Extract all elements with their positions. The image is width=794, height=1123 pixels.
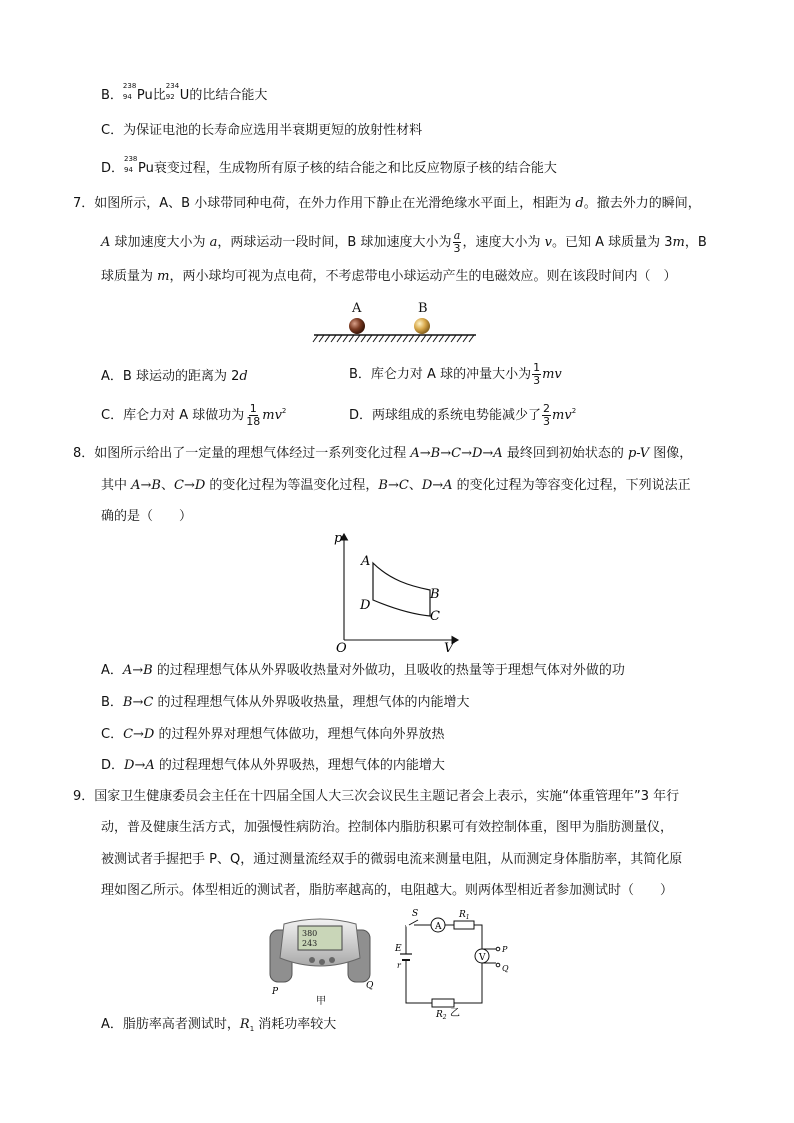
- hatch-mark: [457, 335, 462, 342]
- hatch-mark: [391, 335, 396, 342]
- q7-option-c: C．库仑力对 A 球做功为 $\frac{1}{18}$ $mv^2$: [101, 402, 287, 428]
- point-a-label: A: [361, 554, 371, 569]
- hatch-mark: [355, 335, 360, 342]
- q7-balls-figure: [310, 298, 480, 346]
- hatch-mark: [463, 335, 468, 342]
- pv-cycle-path: [373, 563, 430, 616]
- circuit-wires: [406, 925, 482, 1003]
- voltmeter-label: V: [479, 953, 486, 963]
- hatch-mark: [409, 335, 414, 342]
- hatch-mark: [403, 335, 408, 342]
- hatch-mark: [445, 335, 450, 342]
- q9-stem-line1: 9．国家卫生健康委员会主任在十四届全国人大三次会议民生主题记者会上表示，实施“体重管理年”3 年行: [73, 789, 680, 804]
- switch-s-label: S: [412, 909, 419, 919]
- device-button: [319, 959, 325, 965]
- q7-stem-line1: 7．如图所示，A、B 小球带同种电荷，在外力作用下静止在光滑绝缘水平面上，相距为 d。撤去外力的瞬间，: [73, 196, 701, 211]
- q8-stem-line1: 8．如图所示给出了一定量的理想气体经过一系列变化过程 A→B→C→D→A 最终回到初始状态的 p-V 图像，: [73, 446, 693, 461]
- q9-stem-line4: 理如图乙所示。体型相近的测试者，脂肪率越高的，电阻越大。则两体型相近者参加测试时（ ）: [101, 883, 674, 898]
- ground-hatching: [313, 335, 474, 342]
- hatch-mark: [325, 335, 330, 342]
- hatch-mark: [451, 335, 456, 342]
- resistor-r1: [454, 921, 474, 929]
- ammeter-label: A: [435, 922, 442, 932]
- fat-meter-device-figure: [262, 912, 387, 1007]
- terminal-p: [496, 947, 500, 951]
- origin-label: O: [336, 641, 347, 656]
- ball-a: [349, 318, 365, 334]
- hatch-mark: [331, 335, 336, 342]
- q8-option-a: A．A→B 的过程理想气体从外界吸收热量对外做功，且吸收的热量等于理想气体对外做的功: [101, 663, 625, 678]
- q8-stem-line3: 确的是（ ）: [101, 509, 193, 524]
- point-b-label: B: [430, 587, 440, 602]
- q8-option-c: C．C→D 的过程外界对理想气体做功，理想气体向外界放热: [101, 727, 445, 742]
- hatch-mark: [343, 335, 348, 342]
- hatch-mark: [415, 335, 420, 342]
- internal-resistance-label: r: [397, 961, 401, 970]
- figure-jia-caption: 甲: [316, 996, 326, 1007]
- q7-stem-line3: 球质量为 m，两小球均可视为点电荷，不考虑带电小球运动产生的电磁效应。则在该段时间内（ ）: [101, 269, 677, 284]
- hatch-mark: [421, 335, 426, 342]
- hatch-mark: [385, 335, 390, 342]
- q8-pv-graph: [330, 528, 465, 656]
- q9-option-a: A．脂肪率高者测试时，$R_1$ 消耗功率较大: [101, 1017, 337, 1033]
- figure-yi-caption: 乙: [450, 1008, 460, 1019]
- q8-option-b: B．B→C 的过程理想气体从外界吸收热量，理想气体的内能增大: [101, 695, 470, 710]
- r1-label: $R_1$: [459, 910, 470, 921]
- q7-stem-line2: A 球加速度大小为 a，两球运动一段时间，B 球加速度大小为 $\frac{a}{3}$ ，速度大小为 v。已知 A 球质量为 3m，B: [101, 229, 707, 255]
- point-c-label: C: [430, 609, 440, 624]
- q8-stem-line2: 其中 A→B、C→D 的变化过程为等温变化过程，B→C、D→A 的变化过程为等容变化过程，下列说法正: [101, 478, 691, 493]
- terminal-q-label: Q: [502, 964, 509, 973]
- emf-label: E: [395, 944, 402, 954]
- p-axis-label: p: [334, 531, 343, 546]
- hatch-mark: [337, 335, 342, 342]
- terminal-p-label: P: [502, 945, 508, 954]
- ball-a-label: A: [352, 301, 362, 316]
- device-button: [329, 957, 335, 963]
- point-d-label: D: [360, 598, 371, 613]
- fraction-a-over-3: $\frac{a}{3}$: [453, 229, 461, 255]
- hatch-mark: [379, 335, 384, 342]
- hatch-mark: [361, 335, 366, 342]
- hatch-mark: [439, 335, 444, 342]
- q9-stem-line3: 被测试者手握把手 P、Q，通过测量流经双手的微弱电流来测量电阻，从而测定身体脂肪率，其简化原: [101, 852, 683, 867]
- screen-reading-top: 380: [302, 929, 318, 938]
- hatch-mark: [397, 335, 402, 342]
- q6-option-c: C．为保证电池的长寿命应选用半衰期更短的放射性材料: [101, 123, 423, 138]
- q7-option-a: A．B 球运动的距离为 2d: [101, 369, 248, 384]
- hatch-mark: [319, 335, 324, 342]
- v-axis-label: V: [444, 641, 454, 656]
- hatch-mark: [349, 335, 354, 342]
- q8-option-d: D．D→A 的过程理想气体从外界吸热，理想气体的内能增大: [101, 758, 445, 773]
- q7-option-d: D．两球组成的系统电势能减少了 $\frac{2}{3}$ $mv^2$: [349, 402, 577, 428]
- hatch-mark: [367, 335, 372, 342]
- hatch-mark: [373, 335, 378, 342]
- r2-label: $R_2$: [436, 1010, 447, 1021]
- q9-stem-line2: 动，普及健康生活方式，加强慢性病防治。控制体内脂肪积累可有效控制体重，图甲为脂肪测量仪，: [101, 820, 674, 835]
- q7-option-b: B．库仑力对 A 球的冲量大小为 $\frac{1}{3}$ mv: [349, 361, 562, 387]
- q6-option-b: B． 238 94 Pu比 234 92 U的比结合能大: [101, 82, 268, 103]
- device-button: [309, 957, 315, 963]
- q6-option-d: D． 238 94 Pu衰变过程，生成物所有原子核的结合能之和比反应物原子核的结合能大: [101, 155, 557, 176]
- handle-p-label: P: [272, 987, 279, 997]
- ball-b-label: B: [418, 301, 428, 316]
- hatch-mark: [427, 335, 432, 342]
- handle-q-label: Q: [366, 981, 374, 991]
- resistor-r2: [432, 999, 454, 1007]
- screen-reading-bottom: 243: [302, 939, 318, 948]
- hatch-mark: [433, 335, 438, 342]
- fat-meter-circuit-figure: [392, 905, 527, 1021]
- hatch-mark: [313, 335, 318, 342]
- terminal-q: [496, 963, 500, 967]
- ball-b: [414, 318, 430, 334]
- hatch-mark: [469, 335, 474, 342]
